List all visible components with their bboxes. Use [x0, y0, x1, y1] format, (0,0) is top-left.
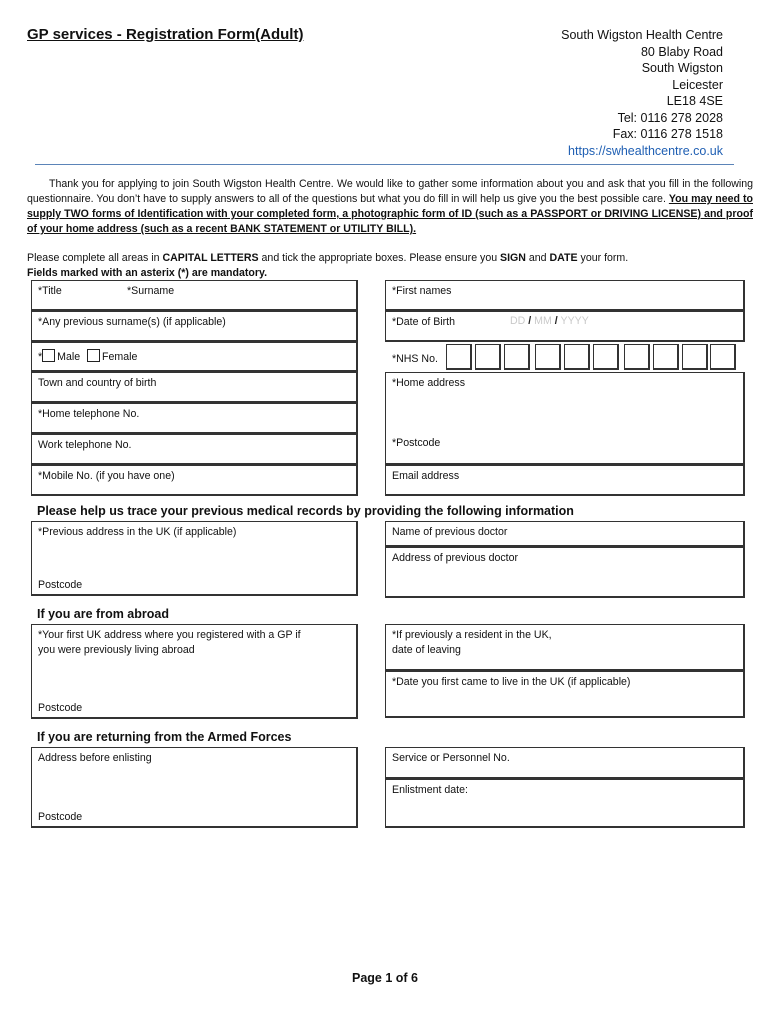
- instr-bold: CAPITAL LETTERS: [162, 252, 259, 264]
- postcode-label: Postcode: [38, 702, 83, 714]
- female-checkbox[interactable]: [87, 349, 100, 362]
- instr-text: and tick the appropriate boxes. Please ensure you: [258, 252, 501, 264]
- nhs-digit-box[interactable]: [564, 344, 590, 370]
- mobile-field[interactable]: [31, 465, 358, 496]
- previous-address-label: *Previous address in the UK (if applicable): [38, 526, 237, 538]
- telephone: Tel: 0116 278 2028: [617, 110, 723, 125]
- first-uk-address-label: you were previously living abroad: [38, 644, 195, 656]
- nhs-digit-box[interactable]: [710, 344, 736, 370]
- dob-field[interactable]: [385, 311, 745, 342]
- service-no-label: Service or Personnel No.: [392, 752, 510, 764]
- website-link[interactable]: https://swhealthcentre.co.uk: [568, 143, 723, 158]
- first-uk-address-field[interactable]: [31, 624, 358, 719]
- address-before-enlisting-field[interactable]: [31, 747, 358, 828]
- address-line: South Wigston Health Centre: [561, 28, 723, 42]
- date-leaving-field[interactable]: [385, 624, 745, 671]
- address-before-enlisting-label: Address before enlisting: [38, 752, 152, 764]
- enlistment-date-field[interactable]: [385, 779, 745, 828]
- postcode-label: Postcode: [38, 811, 83, 823]
- instr-bold: DATE: [549, 252, 578, 264]
- address-line: 80 Blaby Road: [640, 44, 723, 59]
- work-tel-label: Work telephone No.: [38, 439, 132, 451]
- male-checkbox[interactable]: [42, 349, 55, 362]
- home-tel-field[interactable]: [31, 403, 358, 434]
- postcode-label: Postcode: [38, 579, 83, 591]
- home-address-field[interactable]: [385, 372, 745, 465]
- title-surname-field[interactable]: [31, 280, 358, 311]
- nhs-digit-box[interactable]: [504, 344, 530, 370]
- address-line: Leicester: [672, 77, 723, 92]
- nhs-digit-box[interactable]: [535, 344, 561, 370]
- previous-doctor-field[interactable]: [385, 521, 745, 547]
- practice-address: [561, 27, 723, 159]
- female-label: Female: [102, 351, 138, 363]
- surname-label: *Surname: [127, 285, 175, 297]
- home-address-label: *Home address: [392, 377, 466, 389]
- postcode-label: *Postcode: [392, 437, 441, 449]
- enlistment-date-label: Enlistment date:: [392, 784, 468, 796]
- mandatory-note: Fields marked with an asterix (*) are mandatory.: [27, 267, 268, 279]
- date-came-uk-label: *Date you first came to live in the UK (if applicable): [392, 676, 631, 688]
- instr-text: your form.: [577, 252, 629, 264]
- gender-star: *: [38, 351, 43, 363]
- previous-address-field[interactable]: [31, 521, 358, 596]
- dob-mm: MM: [534, 315, 552, 327]
- dob-placeholder: DD / MM / YYYY: [510, 315, 589, 327]
- address-line: LE18 4SE: [666, 94, 723, 108]
- address-line: South Wigston: [641, 61, 723, 75]
- email-field[interactable]: [385, 465, 745, 496]
- email-label: Email address: [392, 470, 460, 482]
- header-divider: [35, 164, 734, 165]
- instructions: [27, 251, 753, 281]
- nhs-label: *NHS No.: [392, 353, 438, 365]
- date-leaving-label: *If previously a resident in the UK,: [392, 629, 552, 641]
- instr-text: and: [525, 252, 550, 264]
- instr-bold: SIGN: [500, 252, 526, 264]
- page-number: Page 1 of 6: [352, 971, 418, 985]
- service-no-field[interactable]: [385, 747, 745, 779]
- male-label: Male: [57, 351, 81, 363]
- fax: Fax: 0116 278 1518: [612, 127, 723, 141]
- id-requirement: You may need to supply TWO forms of Identification with your completed form, a photographic form of ID (such as a PASSPORT or DRIVING LICENSE) and proof of your home address (such as a recent BANK STATEMENT or UTILITY BILL).: [27, 193, 753, 235]
- previous-doctor-label: Name of previous doctor: [392, 526, 508, 538]
- nhs-digit-box[interactable]: [653, 344, 679, 370]
- intro-paragraph: [27, 177, 753, 237]
- nhs-digit-box[interactable]: [446, 344, 472, 370]
- first-uk-address-label: *Your first UK address where you registered with a GP if: [38, 629, 301, 641]
- nhs-digit-box[interactable]: [682, 344, 708, 370]
- work-tel-field[interactable]: [31, 434, 358, 465]
- previous-doctor-address-field[interactable]: [385, 547, 745, 598]
- previous-surname-field[interactable]: [31, 311, 358, 342]
- intro-text: Thank you for applying to join South Wigston Health Centre. We would like to gather some information about you and ask that you fill in the following questionnaire. You don’t have to supply answers to all of the questions but what you do fill in will help us give you the best possible care.: [27, 178, 753, 205]
- title-label: *Title: [38, 285, 62, 297]
- nhs-digit-box[interactable]: [593, 344, 619, 370]
- home-tel-label: *Home telephone No.: [38, 408, 140, 420]
- dob-dd: DD: [510, 315, 526, 327]
- date-leaving-label: date of leaving: [392, 644, 461, 656]
- nhs-digit-box[interactable]: [624, 344, 650, 370]
- form-title: GP services - Registration Form(Adult): [27, 26, 304, 43]
- mobile-label: *Mobile No. (if you have one): [38, 470, 175, 482]
- birth-place-field[interactable]: [31, 372, 358, 403]
- instr-text: Please complete all areas in: [27, 252, 163, 264]
- previous-records-heading: Please help us trace your previous medical records by providing the following information: [37, 504, 574, 518]
- first-names-label: *First names: [392, 285, 452, 297]
- previous-surname-label: *Any previous surname(s) (if applicable): [38, 316, 226, 328]
- date-came-uk-field[interactable]: [385, 671, 745, 718]
- armed-forces-heading: If you are returning from the Armed Forces: [37, 730, 292, 744]
- dob-yyyy: YYYY: [560, 315, 589, 327]
- previous-doctor-address-label: Address of previous doctor: [392, 552, 519, 564]
- first-names-field[interactable]: [385, 280, 745, 311]
- dob-label: *Date of Birth: [392, 316, 456, 328]
- gender-field: [31, 342, 358, 372]
- abroad-heading: If you are from abroad: [37, 607, 169, 621]
- birth-place-label: Town and country of birth: [38, 377, 157, 389]
- nhs-digit-box[interactable]: [475, 344, 501, 370]
